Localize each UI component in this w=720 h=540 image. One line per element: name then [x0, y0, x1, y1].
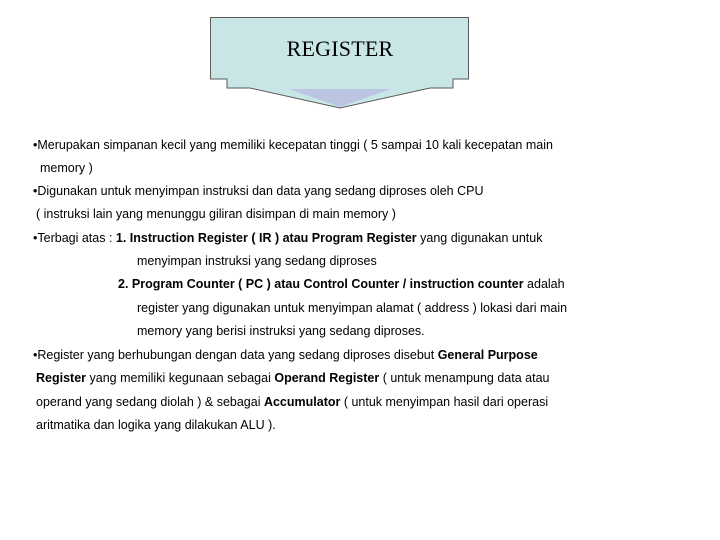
text-segment: yang memiliki kegunaan sebagai: [86, 371, 275, 385]
text-segment: register yang digunakan untuk menyimpan alamat ( address ) lokasi dari main: [137, 301, 568, 315]
text-segment: •Merupakan simpanan kecil yang memiliki kecepatan tinggi ( 5 sampai 10 kali kecepatan main: [33, 138, 553, 152]
bullet-3-line-2: [137, 253, 377, 269]
text-segment: ( untuk menyimpan hasil dari operasi: [340, 395, 549, 409]
text-segment: yang digunakan untuk: [416, 231, 543, 245]
text-segment: memory ): [40, 161, 93, 175]
bold-term: Operand Register: [274, 371, 380, 385]
bullet-3-line-3: [118, 276, 565, 292]
bullet-2-line-1: [33, 183, 483, 199]
text-segment: adalah: [523, 277, 565, 291]
bullet-2-line-2: [36, 206, 396, 222]
text-segment: ( untuk menampung data atau: [379, 371, 550, 385]
text-segment: •Register yang berhubungan dengan data yang sedang diproses disebut: [33, 348, 438, 362]
bullet-3-line-4: [137, 300, 567, 316]
text-segment: ( instruksi lain yang menunggu giliran disimpan di main memory ): [36, 207, 396, 221]
text-segment: menyimpan instruksi yang sedang diproses: [137, 254, 377, 268]
bullet-3-line-5: [137, 323, 425, 339]
text-segment: memory yang berisi instruksi yang sedang diproses.: [137, 324, 425, 338]
bullet-1-line-2: [40, 160, 93, 176]
bold-term: Register: [36, 371, 87, 385]
text-segment: •Digunakan untuk menyimpan instruksi dan data yang sedang diproses oleh CPU: [33, 184, 484, 198]
bold-term: General Purpose: [437, 348, 538, 362]
bullet-4-line-4: [36, 417, 276, 433]
text-segment: •Terbagi atas :: [33, 231, 116, 245]
text-segment: aritmatika dan logika yang dilakukan ALU ).: [36, 418, 276, 432]
bullet-4-line-3: [36, 394, 548, 410]
bold-term: 1. Instruction Register ( IR ) atau Program Register: [115, 231, 417, 245]
bold-term: Accumulator: [263, 395, 341, 409]
bullet-1-line-1: [33, 137, 553, 153]
bullet-3-line-1: [33, 230, 542, 246]
bold-term: 2. Program Counter ( PC ) atau Control Counter / instruction counter: [118, 277, 524, 291]
slide-title: REGISTER: [286, 36, 394, 61]
text-segment: operand yang sedang diolah ) & sebagai: [36, 395, 264, 409]
bullet-4-line-2: [36, 370, 550, 386]
bullet-4-line-1: [33, 347, 538, 363]
